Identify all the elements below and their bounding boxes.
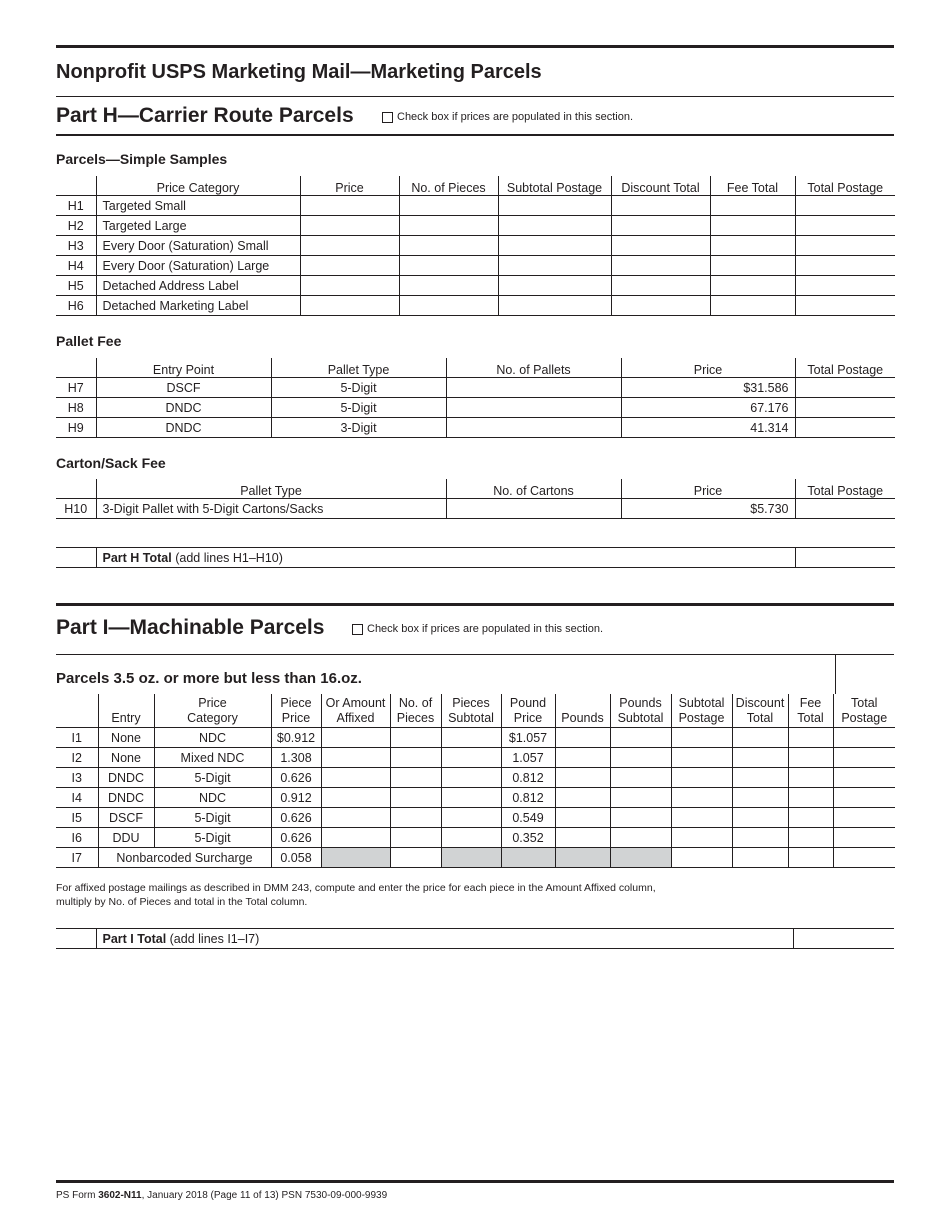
total-postage-field[interactable] <box>833 808 895 828</box>
part-h-checkbox[interactable] <box>382 112 393 123</box>
col-pieces-subtotal-line2: Subtotal <box>448 711 494 725</box>
line-number: H10 <box>56 499 96 519</box>
discount-total-field[interactable] <box>732 808 788 828</box>
col-no-of-pieces-line1: No. of <box>398 696 433 710</box>
pallet-fee-heading: Pallet Fee <box>56 333 122 349</box>
col-fee-total <box>788 694 833 728</box>
table-row <box>56 748 895 768</box>
fee-total-field[interactable] <box>788 768 833 788</box>
col-price-category: Price Category <box>96 176 300 196</box>
discount-total-field[interactable] <box>611 256 710 276</box>
col-fee-total: Fee Total <box>710 176 795 196</box>
pounds-subtotal-field[interactable] <box>610 808 671 828</box>
part-h-total-label-rest: (add lines H1–H10) <box>171 550 283 565</box>
col-pieces-subtotal <box>441 694 501 728</box>
affixed-postage-note <box>56 881 656 909</box>
line-number: I4 <box>56 788 98 808</box>
total-line-blank <box>56 929 96 949</box>
col-discount-total-line2: Total <box>746 711 774 725</box>
table-row <box>56 808 895 828</box>
pieces-field[interactable] <box>399 296 498 316</box>
fee-total-field[interactable] <box>788 748 833 768</box>
fee-total-field[interactable] <box>788 848 833 868</box>
pounds-subtotal-field[interactable] <box>610 788 671 808</box>
line-number: I7 <box>56 848 98 868</box>
price: 67.176 <box>621 398 795 418</box>
line-number: H9 <box>56 418 96 438</box>
col-total-postage <box>833 694 895 728</box>
line-number: H7 <box>56 378 96 398</box>
col-discount-total-line1: Discount <box>735 696 785 710</box>
subtotal-postage-field[interactable] <box>671 788 732 808</box>
entry: None <box>98 748 154 768</box>
entry-point: DNDC <box>96 418 271 438</box>
entry-point: DNDC <box>96 398 271 418</box>
discount-total-field[interactable] <box>732 728 788 748</box>
part-h-total-label-bold: Part H Total <box>102 550 172 565</box>
form-title: Nonprofit USPS Marketing Mail—Marketing Parcels <box>56 61 542 83</box>
pieces-subtotal-field[interactable] <box>441 728 501 748</box>
col-no-of-pieces-line2: Pieces <box>396 711 435 725</box>
col-price: Price <box>621 358 795 378</box>
part-h-title: Part H—Carrier Route Parcels <box>56 104 354 127</box>
table-row <box>56 848 895 868</box>
price-field[interactable] <box>300 276 399 296</box>
discount-total-field[interactable] <box>611 296 710 316</box>
col-entry-line2: Entry <box>111 711 141 725</box>
price-field[interactable] <box>300 256 399 276</box>
total-postage-field[interactable] <box>795 256 895 276</box>
pounds-subtotal-field[interactable] <box>610 768 671 788</box>
fee-total-field[interactable] <box>710 196 795 216</box>
total-postage-field[interactable] <box>795 296 895 316</box>
col-pallet-type: Pallet Type <box>271 358 446 378</box>
price-category: NDC <box>154 728 271 748</box>
piece-price: 0.626 <box>271 808 321 828</box>
pounds-subtotal-field[interactable] <box>610 748 671 768</box>
line-number: H4 <box>56 256 96 276</box>
col-total-postage-line2: Postage <box>841 711 888 725</box>
col-total-postage: Total Postage <box>795 176 895 196</box>
pounds-subtotal-field[interactable] <box>610 828 671 848</box>
col-fee-total-line1: Fee <box>799 696 822 710</box>
subtotal-postage-field[interactable] <box>671 828 732 848</box>
part-i-total-field[interactable] <box>793 929 894 949</box>
pieces-field[interactable] <box>399 216 498 236</box>
piece-price: 1.308 <box>271 748 321 768</box>
col-pounds-line2: Pounds <box>561 711 604 725</box>
col-entry-point: Entry Point <box>96 358 271 378</box>
total-postage-field[interactable] <box>795 276 895 296</box>
col-amount-affixed-line1: Or Amount <box>325 696 386 710</box>
col-piece-price <box>271 694 321 728</box>
entry: None <box>98 728 154 748</box>
col-pound-price-line1: Pound <box>509 696 547 710</box>
total-line-blank <box>56 548 96 568</box>
pieces-field[interactable] <box>390 788 441 808</box>
col-total-postage: Total Postage <box>795 479 895 499</box>
part-i-checkbox-label: Check box if prices are populated in this section. <box>367 623 604 635</box>
table-row <box>56 296 895 316</box>
pounds-field[interactable] <box>555 828 610 848</box>
table-row <box>56 728 895 748</box>
part-i-total-col-divider <box>835 654 836 694</box>
pieces-field[interactable] <box>390 808 441 828</box>
price-category: NDC <box>154 788 271 808</box>
footer-rule <box>56 1180 894 1183</box>
total-postage-field[interactable] <box>833 748 895 768</box>
fee-total-field[interactable] <box>788 808 833 828</box>
shaded-cell <box>555 848 610 868</box>
fee-total-field[interactable] <box>710 236 795 256</box>
price-category: Detached Marketing Label <box>96 296 300 316</box>
col-pound-price <box>501 694 555 728</box>
title-divider <box>56 96 894 97</box>
header-blank <box>56 358 96 378</box>
pounds-subtotal-field[interactable] <box>610 728 671 748</box>
discount-total-field[interactable] <box>611 236 710 256</box>
col-entry <box>98 694 154 728</box>
price-field[interactable] <box>300 296 399 316</box>
amount-affixed-field[interactable] <box>321 788 390 808</box>
part-i-total-label-bold: Part I Total <box>102 931 167 946</box>
piece-price: 0.058 <box>271 848 321 868</box>
part-i-total-label <box>96 929 793 949</box>
subtotal-postage-field[interactable] <box>498 236 611 256</box>
entry-point: DSCF <box>96 378 271 398</box>
table-row <box>56 548 895 568</box>
total-postage-field[interactable] <box>795 236 895 256</box>
pound-price: 0.812 <box>501 788 555 808</box>
amount-affixed-field[interactable] <box>321 828 390 848</box>
shaded-cell <box>321 848 390 868</box>
header-blank <box>56 479 96 499</box>
top-rule <box>56 45 894 48</box>
entry: DNDC <box>98 788 154 808</box>
total-postage-field[interactable] <box>795 499 895 519</box>
discount-total-field[interactable] <box>732 848 788 868</box>
col-pounds <box>555 694 610 728</box>
price-field[interactable] <box>300 236 399 256</box>
table-row <box>56 276 895 296</box>
table-row <box>56 196 895 216</box>
table-row <box>56 216 895 236</box>
carton-fee-heading: Carton/Sack Fee <box>56 455 166 471</box>
shaded-cell <box>441 848 501 868</box>
shaded-cell <box>610 848 671 868</box>
pieces-field[interactable] <box>390 728 441 748</box>
price: $5.730 <box>621 499 795 519</box>
price-category: Every Door (Saturation) Large <box>96 256 300 276</box>
total-postage-field[interactable] <box>833 848 895 868</box>
price-category: Every Door (Saturation) Small <box>96 236 300 256</box>
pieces-field[interactable] <box>399 196 498 216</box>
table-row <box>56 788 895 808</box>
footer-prefix: PS Form <box>56 1190 99 1201</box>
pieces-subtotal-field[interactable] <box>441 828 501 848</box>
pieces-subtotal-field[interactable] <box>441 768 501 788</box>
col-pound-price-line2: Price <box>513 711 543 725</box>
subtotal-postage-field[interactable] <box>671 848 732 868</box>
pieces-subtotal-field[interactable] <box>441 808 501 828</box>
pounds-field[interactable] <box>555 748 610 768</box>
col-price-category-line2: Category <box>187 711 238 725</box>
pound-price: 0.352 <box>501 828 555 848</box>
subtotal-postage-field[interactable] <box>498 216 611 236</box>
discount-total-field[interactable] <box>732 748 788 768</box>
discount-total-field[interactable] <box>611 216 710 236</box>
note-line-1: For affixed postage mailings as described in DMM 243, compute and enter the price for each piece in the Amount Affixed column, <box>56 882 656 894</box>
total-postage-field[interactable] <box>795 216 895 236</box>
simple-samples-heading: Parcels—Simple Samples <box>56 151 228 167</box>
price-category: Targeted Small <box>96 196 300 216</box>
total-postage-field[interactable] <box>795 398 895 418</box>
table-row <box>56 236 895 256</box>
pound-price: 0.549 <box>501 808 555 828</box>
col-pounds-line1 <box>558 696 608 711</box>
part-i-title: Part I—Machinable Parcels <box>56 616 325 639</box>
price-category: 5-Digit <box>154 828 271 848</box>
col-pounds-subtotal <box>610 694 671 728</box>
subtotal-postage-field[interactable] <box>671 808 732 828</box>
fee-total-field[interactable] <box>710 216 795 236</box>
table-row <box>56 929 894 949</box>
entry: DNDC <box>98 768 154 788</box>
col-subtotal-postage-line2: Postage <box>678 711 725 725</box>
col-fee-total-line2: Total <box>797 711 824 725</box>
col-price-category-line1: Price <box>198 696 227 710</box>
fee-total-field[interactable] <box>788 728 833 748</box>
line-number: I5 <box>56 808 98 828</box>
pieces-field[interactable] <box>390 848 441 868</box>
no-of-pallets-field[interactable] <box>446 378 621 398</box>
total-postage-field[interactable] <box>833 728 895 748</box>
part-i-heading: Parcels 3.5 oz. or more but less than 16.oz. <box>56 670 362 687</box>
price: 41.314 <box>621 418 795 438</box>
col-pieces: No. of Pieces <box>399 176 498 196</box>
col-subtotal-postage: Subtotal Postage <box>498 176 611 196</box>
col-price: Price <box>300 176 399 196</box>
header-blank <box>56 176 96 196</box>
subtotal-postage-field[interactable] <box>498 296 611 316</box>
fee-total-field[interactable] <box>710 256 795 276</box>
line-number: H8 <box>56 398 96 418</box>
pieces-field[interactable] <box>399 276 498 296</box>
col-total-postage: Total Postage <box>795 358 895 378</box>
col-price: Price <box>621 479 795 499</box>
pound-price: $1.057 <box>501 728 555 748</box>
subtotal-postage-field[interactable] <box>671 748 732 768</box>
part-h-checkbox-row[interactable] <box>382 111 633 123</box>
line-number: I2 <box>56 748 98 768</box>
note-line-2: multiply by No. of Pieces and total in the Total column. <box>56 896 308 908</box>
carton-fee-table <box>56 479 895 519</box>
fee-total-field[interactable] <box>788 788 833 808</box>
table-row <box>56 418 895 438</box>
pallet-type: 5-Digit <box>271 378 446 398</box>
part-h-total-label <box>96 548 795 568</box>
pallet-type: 5-Digit <box>271 398 446 418</box>
subtotal-postage-field[interactable] <box>498 276 611 296</box>
col-price-category <box>154 694 271 728</box>
line-number: I6 <box>56 828 98 848</box>
subtotal-postage-field[interactable] <box>498 196 611 216</box>
amount-affixed-field[interactable] <box>321 728 390 748</box>
fee-total-field[interactable] <box>788 828 833 848</box>
discount-total-field[interactable] <box>611 276 710 296</box>
part-i-checkbox[interactable] <box>352 624 363 635</box>
line-number: I1 <box>56 728 98 748</box>
part-h-total-table <box>56 547 895 568</box>
total-postage-field[interactable] <box>833 828 895 848</box>
footer-suffix: , January 2018 (Page 11 of 13) PSN 7530-09-000-9939 <box>141 1190 388 1201</box>
part-h-divider <box>56 134 894 136</box>
col-entry-line1 <box>101 696 152 711</box>
fee-total-field[interactable] <box>710 276 795 296</box>
price-category: 5-Digit <box>154 768 271 788</box>
table-row <box>56 378 895 398</box>
piece-price: $0.912 <box>271 728 321 748</box>
amount-affixed-field[interactable] <box>321 808 390 828</box>
discount-total-field[interactable] <box>732 828 788 848</box>
no-of-pallets-field[interactable] <box>446 418 621 438</box>
header-blank <box>56 694 98 728</box>
price-category: Mixed NDC <box>154 748 271 768</box>
line-number: H6 <box>56 296 96 316</box>
price-field[interactable] <box>300 216 399 236</box>
col-pounds-subtotal-line2: Subtotal <box>617 711 664 725</box>
part-i-divider <box>56 654 894 655</box>
total-postage-field[interactable] <box>833 768 895 788</box>
subtotal-postage-field[interactable] <box>498 256 611 276</box>
pieces-field[interactable] <box>390 768 441 788</box>
entry: DSCF <box>98 808 154 828</box>
col-subtotal-postage <box>671 694 732 728</box>
table-row <box>56 256 895 276</box>
discount-total-field[interactable] <box>611 196 710 216</box>
col-total-postage-line1: Total <box>851 696 878 710</box>
simple-samples-table <box>56 176 895 316</box>
col-no-of-pieces <box>390 694 441 728</box>
pounds-field[interactable] <box>555 768 610 788</box>
amount-affixed-field[interactable] <box>321 748 390 768</box>
col-discount-total: Discount Total <box>611 176 710 196</box>
table-row <box>56 499 895 519</box>
line-number: I3 <box>56 768 98 788</box>
part-i-checkbox-row[interactable] <box>352 623 603 635</box>
col-no-of-pallets: No. of Pallets <box>446 358 621 378</box>
total-postage-field[interactable] <box>795 196 895 216</box>
pieces-field[interactable] <box>399 236 498 256</box>
entry: DDU <box>98 828 154 848</box>
price-category: Targeted Large <box>96 216 300 236</box>
col-piece-price-line2: Price <box>281 711 311 725</box>
fee-total-field[interactable] <box>710 296 795 316</box>
table-row <box>56 768 895 788</box>
total-postage-field[interactable] <box>833 788 895 808</box>
price-category: Detached Address Label <box>96 276 300 296</box>
piece-price: 0.626 <box>271 768 321 788</box>
pieces-subtotal-field[interactable] <box>441 788 501 808</box>
pounds-field[interactable] <box>555 808 610 828</box>
line-number: H2 <box>56 216 96 236</box>
price: $31.586 <box>621 378 795 398</box>
pallet-fee-table <box>56 358 895 438</box>
subtotal-postage-field[interactable] <box>671 728 732 748</box>
pound-price: 0.812 <box>501 768 555 788</box>
piece-price: 0.626 <box>271 828 321 848</box>
col-amount-affixed <box>321 694 390 728</box>
price-field[interactable] <box>300 196 399 216</box>
total-postage-field[interactable] <box>795 418 895 438</box>
col-pieces-subtotal-line1: Pieces <box>452 696 490 710</box>
pounds-field[interactable] <box>555 728 610 748</box>
pounds-field[interactable] <box>555 788 610 808</box>
shaded-cell <box>501 848 555 868</box>
subtotal-postage-field[interactable] <box>671 768 732 788</box>
pound-price: 1.057 <box>501 748 555 768</box>
line-number: H1 <box>56 196 96 216</box>
part-h-total-field[interactable] <box>795 548 895 568</box>
no-of-pallets-field[interactable] <box>446 398 621 418</box>
machinable-parcels-table <box>56 694 895 868</box>
pieces-field[interactable] <box>399 256 498 276</box>
col-subtotal-postage-line1: Subtotal <box>678 696 725 710</box>
col-discount-total <box>732 694 788 728</box>
part-h-checkbox-label: Check box if prices are populated in this section. <box>397 111 634 123</box>
discount-total-field[interactable] <box>732 788 788 808</box>
amount-affixed-field[interactable] <box>321 768 390 788</box>
col-piece-price-line1: Piece <box>280 696 312 710</box>
table-row <box>56 398 895 418</box>
col-amount-affixed-line2: Affixed <box>336 711 375 725</box>
surcharge-label: Nonbarcoded Surcharge <box>98 848 271 868</box>
price-category: 5-Digit <box>154 808 271 828</box>
col-pounds-subtotal-line1: Pounds <box>619 696 662 710</box>
table-row <box>56 828 895 848</box>
total-postage-field[interactable] <box>795 378 895 398</box>
part-i-total-table <box>56 928 894 949</box>
pieces-subtotal-field[interactable] <box>441 748 501 768</box>
no-of-cartons-field[interactable] <box>446 499 621 519</box>
pallet-type: 3-Digit <box>271 418 446 438</box>
form-footer <box>56 1190 387 1201</box>
pieces-field[interactable] <box>390 828 441 848</box>
col-no-of-cartons: No. of Cartons <box>446 479 621 499</box>
line-number: H5 <box>56 276 96 296</box>
footer-form-number: 3602-N11 <box>98 1190 142 1201</box>
part-i-total-label-rest: (add lines I1–I7) <box>166 931 260 946</box>
col-pallet-type: Pallet Type <box>96 479 446 499</box>
part-i-top-rule <box>56 603 894 606</box>
line-number: H3 <box>56 236 96 256</box>
discount-total-field[interactable] <box>732 768 788 788</box>
pallet-type: 3-Digit Pallet with 5-Digit Cartons/Sacks <box>96 499 446 519</box>
piece-price: 0.912 <box>271 788 321 808</box>
pieces-field[interactable] <box>390 748 441 768</box>
